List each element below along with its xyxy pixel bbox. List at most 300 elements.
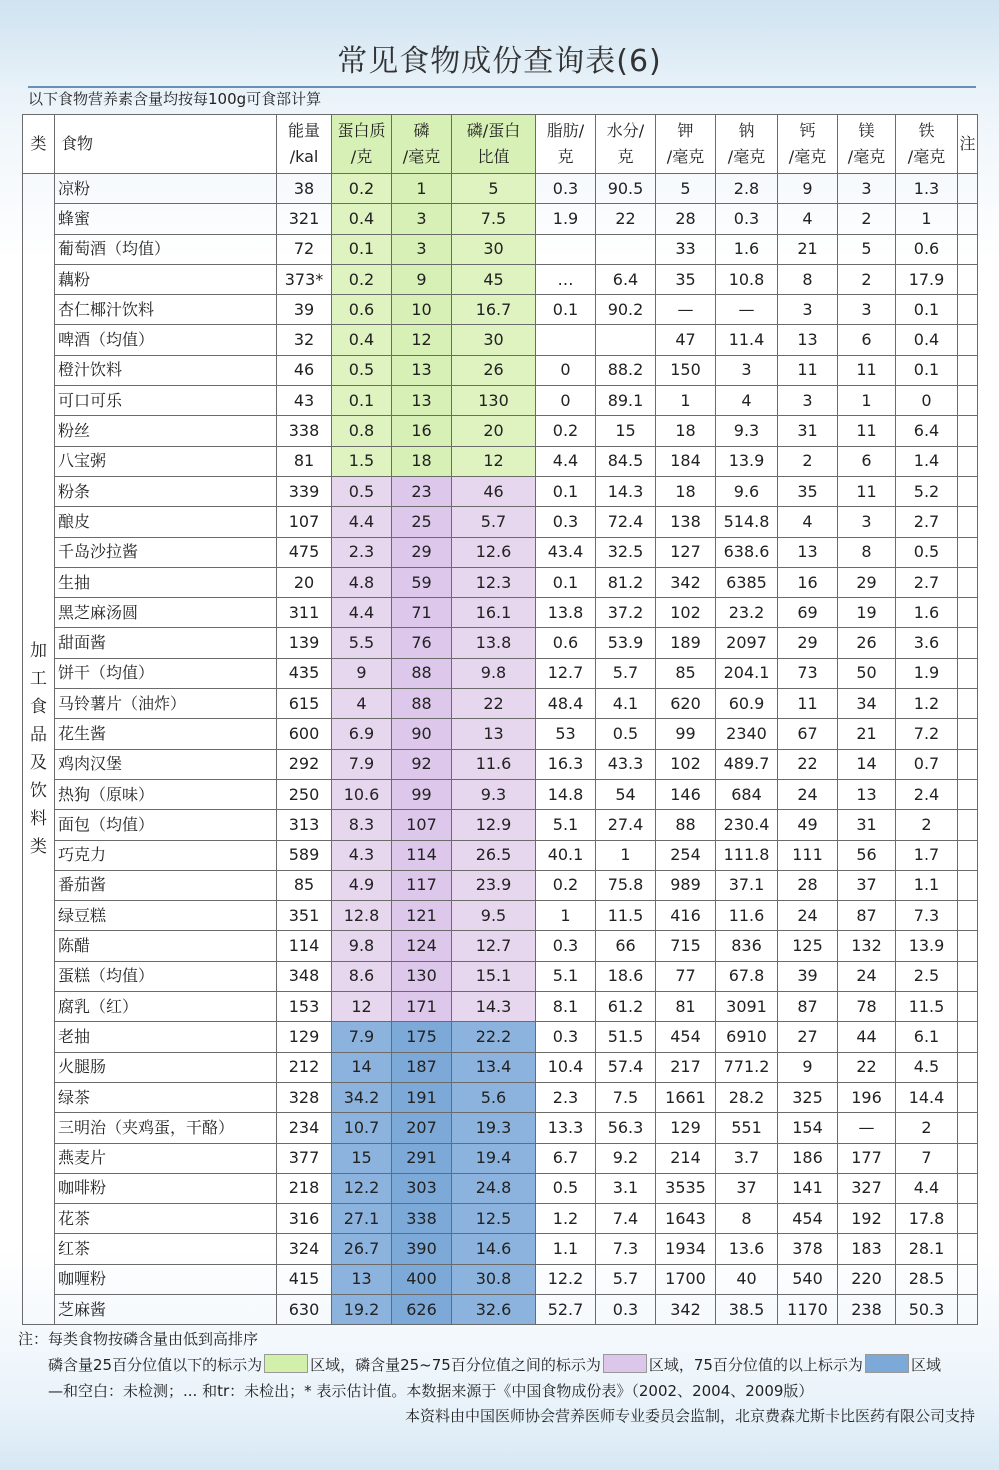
cell-k: 254: [656, 840, 716, 870]
cell-water: 0.3: [596, 1294, 656, 1324]
cell-water: 90.5: [596, 174, 656, 204]
cell-water: 57.4: [596, 1052, 656, 1082]
cell-ca: 28: [778, 870, 838, 900]
cell-ratio: 9.8: [452, 658, 536, 688]
cell-energy: 212: [277, 1052, 332, 1082]
cell-note: [958, 1204, 978, 1234]
cell-k: 620: [656, 689, 716, 719]
cell-ca: 11: [778, 355, 838, 385]
cell-k: 184: [656, 446, 716, 476]
cell-fe: 6.1: [896, 1022, 958, 1052]
food-name-cell: 绿豆糕: [55, 901, 277, 931]
cell-protein: 0.4: [332, 204, 392, 234]
cell-na: 3.7: [716, 1143, 778, 1173]
cell-note: [958, 749, 978, 779]
cell-na: 13.6: [716, 1234, 778, 1264]
cell-ratio: 45: [452, 264, 536, 294]
cell-protein: 10.6: [332, 779, 392, 809]
cell-phos: 171: [392, 992, 452, 1022]
cell-k: 5: [656, 174, 716, 204]
cell-fe: 2.5: [896, 961, 958, 991]
cell-k: 3535: [656, 1173, 716, 1203]
cell-na: 771.2: [716, 1052, 778, 1082]
cell-note: [958, 1113, 978, 1143]
cell-fe: 0.7: [896, 749, 958, 779]
cell-fat: 0.3: [536, 507, 596, 537]
green-zone-swatch: [264, 1354, 308, 1373]
food-name-cell: 面包（均值）: [55, 810, 277, 840]
table-row: [23, 1022, 978, 1052]
cell-na: 638.6: [716, 537, 778, 567]
cell-fat: 53: [536, 719, 596, 749]
food-name-cell: 蜂蜜: [55, 204, 277, 234]
cell-fat: 13.8: [536, 598, 596, 628]
cell-energy: 435: [277, 658, 332, 688]
table-body: [23, 174, 978, 1325]
cell-mg: 3: [838, 174, 896, 204]
cell-ca: 22: [778, 749, 838, 779]
cell-protein: 15: [332, 1143, 392, 1173]
table-row: [23, 1082, 978, 1112]
cell-protein: 27.1: [332, 1204, 392, 1234]
cell-ca: 9: [778, 1052, 838, 1082]
cell-energy: 129: [277, 1022, 332, 1052]
cell-phos: 175: [392, 1022, 452, 1052]
cell-protein: 6.9: [332, 719, 392, 749]
table-row: [23, 598, 978, 628]
cell-k: 88: [656, 810, 716, 840]
cell-note: [958, 507, 978, 537]
cell-fe: 2.7: [896, 507, 958, 537]
cell-water: 1: [596, 840, 656, 870]
cell-water: [596, 234, 656, 264]
cell-note: [958, 719, 978, 749]
cell-water: 66: [596, 931, 656, 961]
cell-fat: 13.3: [536, 1113, 596, 1143]
cell-mg: 11: [838, 355, 896, 385]
header-protein: 蛋白质 /克: [332, 115, 392, 174]
table-row: [23, 931, 978, 961]
cell-na: 230.4: [716, 810, 778, 840]
cell-note: [958, 264, 978, 294]
cell-energy: 316: [277, 1204, 332, 1234]
cell-na: 3: [716, 355, 778, 385]
cell-energy: 81: [277, 446, 332, 476]
cell-fat: 0.2: [536, 416, 596, 446]
cell-phos: 1: [392, 174, 452, 204]
cell-protein: 1.5: [332, 446, 392, 476]
food-name-cell: 番茄酱: [55, 870, 277, 900]
cell-note: [958, 901, 978, 931]
cell-mg: 14: [838, 749, 896, 779]
cell-phos: 121: [392, 901, 452, 931]
cell-fe: 0.4: [896, 325, 958, 355]
cell-water: 75.8: [596, 870, 656, 900]
cell-k: 214: [656, 1143, 716, 1173]
cell-protein: 4.9: [332, 870, 392, 900]
cell-mg: 6: [838, 325, 896, 355]
cell-fat: 1.9: [536, 204, 596, 234]
table-row: [23, 446, 978, 476]
food-name-cell: 啤酒（均值）: [55, 325, 277, 355]
food-name-cell: 杏仁椰汁饮料: [55, 295, 277, 325]
food-name-cell: 花茶: [55, 1204, 277, 1234]
cell-protein: 8.3: [332, 810, 392, 840]
cell-k: 81: [656, 992, 716, 1022]
cell-energy: 373*: [277, 264, 332, 294]
cell-energy: 328: [277, 1082, 332, 1112]
cell-k: 1643: [656, 1204, 716, 1234]
cell-energy: 46: [277, 355, 332, 385]
cell-phos: 13: [392, 355, 452, 385]
cell-mg: 238: [838, 1294, 896, 1324]
cell-k: 1934: [656, 1234, 716, 1264]
cell-na: 204.1: [716, 658, 778, 688]
cell-energy: 39: [277, 295, 332, 325]
cell-water: 54: [596, 779, 656, 809]
cell-ca: 24: [778, 901, 838, 931]
cell-na: 37.1: [716, 870, 778, 900]
cell-ratio: 46: [452, 476, 536, 506]
cell-k: 47: [656, 325, 716, 355]
cell-ratio: 30.8: [452, 1264, 536, 1294]
food-name-cell: 凉粉: [55, 174, 277, 204]
cell-water: 7.5: [596, 1082, 656, 1112]
food-name-cell: 三明治（夹鸡蛋，干酪）: [55, 1113, 277, 1143]
table-row: [23, 234, 978, 264]
table-row: [23, 719, 978, 749]
cell-protein: 4.8: [332, 567, 392, 597]
cell-na: 9.6: [716, 476, 778, 506]
cell-protein: 0.2: [332, 264, 392, 294]
cell-ca: 111: [778, 840, 838, 870]
cell-ratio: 19.4: [452, 1143, 536, 1173]
food-name-cell: 咖喱粉: [55, 1264, 277, 1294]
cell-ratio: 24.8: [452, 1173, 536, 1203]
cell-phos: 117: [392, 870, 452, 900]
cell-k: 715: [656, 931, 716, 961]
cell-protein: 4: [332, 689, 392, 719]
cell-na: 551: [716, 1113, 778, 1143]
cell-na: 514.8: [716, 507, 778, 537]
cell-ratio: 5.7: [452, 507, 536, 537]
cell-phos: 400: [392, 1264, 452, 1294]
cell-fe: 11.5: [896, 992, 958, 1022]
table-row: [23, 325, 978, 355]
cell-phos: 23: [392, 476, 452, 506]
cell-fat: [536, 325, 596, 355]
cell-water: 4.1: [596, 689, 656, 719]
cell-k: 102: [656, 749, 716, 779]
cell-ca: 13: [778, 325, 838, 355]
cell-na: 10.8: [716, 264, 778, 294]
cell-mg: 196: [838, 1082, 896, 1112]
cell-ca: 3: [778, 295, 838, 325]
cell-water: 5.7: [596, 658, 656, 688]
cell-fat: 6.7: [536, 1143, 596, 1173]
cell-protein: 9: [332, 658, 392, 688]
table-row: [23, 901, 978, 931]
cell-fat: 1: [536, 901, 596, 931]
cell-energy: 20: [277, 567, 332, 597]
cell-ratio: 12.3: [452, 567, 536, 597]
cell-na: 9.3: [716, 416, 778, 446]
cell-energy: 338: [277, 416, 332, 446]
cell-ca: 31: [778, 416, 838, 446]
food-name-cell: 咖啡粉: [55, 1173, 277, 1203]
cell-phos: 12: [392, 325, 452, 355]
cell-mg: 22: [838, 1052, 896, 1082]
cell-fat: 48.4: [536, 689, 596, 719]
cell-k: 85: [656, 658, 716, 688]
note-line-2: 磷含量25百分位值以下的标示为 区域，磷含量25~75百分位值之间的标示为 区域，75百分位值的以上标示为 区域: [48, 1356, 941, 1374]
cell-phos: 114: [392, 840, 452, 870]
cell-fe: 4.4: [896, 1173, 958, 1203]
cell-ca: 8: [778, 264, 838, 294]
food-name-cell: 橙汁饮料: [55, 355, 277, 385]
cell-ratio: 30: [452, 234, 536, 264]
cell-ca: 16: [778, 567, 838, 597]
cell-water: 84.5: [596, 446, 656, 476]
table-row: [23, 840, 978, 870]
cell-na: 2.8: [716, 174, 778, 204]
cell-water: 6.4: [596, 264, 656, 294]
table-row: [23, 961, 978, 991]
table-row: [23, 1204, 978, 1234]
cell-ca: 154: [778, 1113, 838, 1143]
cell-ratio: 22.2: [452, 1022, 536, 1052]
cell-phos: 626: [392, 1294, 452, 1324]
cell-mg: 29: [838, 567, 896, 597]
note-line-3: —和空白：未检测；... 和tr：未检出；* 表示估计值。本数据来源于《中国食物成份表》（2002、2004、2009版）: [48, 1382, 814, 1400]
cell-phos: 107: [392, 810, 452, 840]
cell-energy: 348: [277, 961, 332, 991]
food-table-container: [22, 114, 977, 1325]
cell-mg: 2: [838, 264, 896, 294]
cell-water: 53.9: [596, 628, 656, 658]
cell-protein: 34.2: [332, 1082, 392, 1112]
cell-energy: 415: [277, 1264, 332, 1294]
cell-ratio: 11.6: [452, 749, 536, 779]
cell-protein: 12: [332, 992, 392, 1022]
header-potassium: 钾 /毫克: [656, 115, 716, 174]
cell-fe: 0.1: [896, 355, 958, 385]
subtitle: 以下食物营养素含量均按每100g可食部计算: [28, 90, 322, 108]
cell-mg: 31: [838, 810, 896, 840]
cell-water: 7.3: [596, 1234, 656, 1264]
cell-protein: 26.7: [332, 1234, 392, 1264]
food-name-cell: 热狗（原味）: [55, 779, 277, 809]
cell-note: [958, 779, 978, 809]
cell-energy: 38: [277, 174, 332, 204]
cell-water: 11.5: [596, 901, 656, 931]
cell-fat: 8.1: [536, 992, 596, 1022]
cell-note: [958, 658, 978, 688]
cell-fat: 5.1: [536, 961, 596, 991]
cell-fat: 1.2: [536, 1204, 596, 1234]
cell-energy: 139: [277, 628, 332, 658]
cell-phos: 3: [392, 204, 452, 234]
cell-fe: 28.5: [896, 1264, 958, 1294]
cell-phos: 10: [392, 295, 452, 325]
cell-fe: 0: [896, 386, 958, 416]
cell-ratio: 26.5: [452, 840, 536, 870]
cell-fe: 17.9: [896, 264, 958, 294]
page-title: 常见食物成份查询表(6): [337, 44, 662, 79]
cell-k: 102: [656, 598, 716, 628]
cell-fe: 2: [896, 1113, 958, 1143]
cell-fe: 28.1: [896, 1234, 958, 1264]
cell-na: 4: [716, 386, 778, 416]
cell-energy: 321: [277, 204, 332, 234]
food-name-cell: 八宝粥: [55, 446, 277, 476]
cell-k: 28: [656, 204, 716, 234]
note-line-1: 注：每类食物按磷含量由低到高排序: [18, 1330, 259, 1348]
cell-protein: 4.4: [332, 507, 392, 537]
cell-protein: 8.6: [332, 961, 392, 991]
notes-section: [18, 1326, 983, 1404]
table-row: [23, 416, 978, 446]
cell-fe: 0.5: [896, 537, 958, 567]
cell-ca: 73: [778, 658, 838, 688]
cell-ratio: 5.6: [452, 1082, 536, 1112]
food-name-cell: 可口可乐: [55, 386, 277, 416]
cell-fe: 6.4: [896, 416, 958, 446]
cell-fe: 2: [896, 810, 958, 840]
cell-phos: 88: [392, 658, 452, 688]
cell-note: [958, 628, 978, 658]
cell-note: [958, 234, 978, 264]
cell-note: [958, 386, 978, 416]
cell-ratio: 12.5: [452, 1204, 536, 1234]
cell-water: 22: [596, 204, 656, 234]
cell-note: [958, 1052, 978, 1082]
cell-phos: 25: [392, 507, 452, 537]
cell-energy: 313: [277, 810, 332, 840]
cell-phos: 88: [392, 689, 452, 719]
cell-phos: 99: [392, 779, 452, 809]
food-name-cell: 陈醋: [55, 931, 277, 961]
category-cell: 加 工 食 品 及 饮 料 类: [23, 174, 55, 1325]
cell-protein: 0.4: [332, 325, 392, 355]
table-row: [23, 689, 978, 719]
cell-fat: 0.2: [536, 870, 596, 900]
cell-na: 28.2: [716, 1082, 778, 1112]
cell-k: 189: [656, 628, 716, 658]
cell-water: 37.2: [596, 598, 656, 628]
cell-energy: 351: [277, 901, 332, 931]
header-ratio: 磷/蛋白 比值: [452, 115, 536, 174]
cell-ca: 39: [778, 961, 838, 991]
table-row: [23, 779, 978, 809]
cell-fat: 5.1: [536, 810, 596, 840]
cell-k: 138: [656, 507, 716, 537]
cell-fat: 0.5: [536, 1173, 596, 1203]
cell-ca: 325: [778, 1082, 838, 1112]
cell-phos: 3: [392, 234, 452, 264]
cell-energy: 32: [277, 325, 332, 355]
cell-fat: 43.4: [536, 537, 596, 567]
cell-ca: 1170: [778, 1294, 838, 1324]
header-water: 水分/ 克: [596, 115, 656, 174]
cell-fe: 50.3: [896, 1294, 958, 1324]
cell-note: [958, 689, 978, 719]
cell-na: 684: [716, 779, 778, 809]
cell-energy: 589: [277, 840, 332, 870]
food-name-cell: 花生酱: [55, 719, 277, 749]
cell-mg: 1: [838, 386, 896, 416]
cell-energy: 234: [277, 1113, 332, 1143]
cell-ratio: 23.9: [452, 870, 536, 900]
table-row: [23, 749, 978, 779]
cell-fe: 7.3: [896, 901, 958, 931]
table-row: [23, 174, 978, 204]
cell-fe: 2.4: [896, 779, 958, 809]
cell-fat: 2.3: [536, 1082, 596, 1112]
blue-zone-swatch: [865, 1354, 909, 1373]
cell-protein: 0.1: [332, 386, 392, 416]
food-name-cell: 腐乳（红）: [55, 992, 277, 1022]
cell-k: 99: [656, 719, 716, 749]
cell-mg: 327: [838, 1173, 896, 1203]
cell-na: 38.5: [716, 1294, 778, 1324]
cell-energy: 107: [277, 507, 332, 537]
cell-protein: 0.6: [332, 295, 392, 325]
cell-k: 454: [656, 1022, 716, 1052]
cell-protein: 7.9: [332, 749, 392, 779]
cell-k: 150: [656, 355, 716, 385]
cell-fe: 3.6: [896, 628, 958, 658]
table-row: [23, 992, 978, 1022]
cell-fat: 1.1: [536, 1234, 596, 1264]
cell-ca: 21: [778, 234, 838, 264]
cell-water: 5.7: [596, 1264, 656, 1294]
cell-phos: 130: [392, 961, 452, 991]
cell-note: [958, 325, 978, 355]
table-row: [23, 567, 978, 597]
cell-k: 33: [656, 234, 716, 264]
food-name-cell: 鸡肉汉堡: [55, 749, 277, 779]
cell-protein: 0.5: [332, 476, 392, 506]
cell-fe: 1.6: [896, 598, 958, 628]
cell-fe: 1: [896, 204, 958, 234]
purple-zone-swatch: [603, 1354, 647, 1373]
cell-ratio: 20: [452, 416, 536, 446]
cell-protein: 4.3: [332, 840, 392, 870]
cell-water: 14.3: [596, 476, 656, 506]
cell-fat: 0.1: [536, 476, 596, 506]
cell-mg: 2: [838, 204, 896, 234]
cell-phos: 92: [392, 749, 452, 779]
table-row: [23, 1143, 978, 1173]
cell-mg: 50: [838, 658, 896, 688]
cell-energy: 114: [277, 931, 332, 961]
cell-water: 9.2: [596, 1143, 656, 1173]
cell-note: [958, 1082, 978, 1112]
cell-phos: 59: [392, 567, 452, 597]
cell-ca: 378: [778, 1234, 838, 1264]
cell-water: 81.2: [596, 567, 656, 597]
cell-fe: 2.7: [896, 567, 958, 597]
food-name-cell: 绿茶: [55, 1082, 277, 1112]
cell-k: 18: [656, 476, 716, 506]
cell-fe: 14.4: [896, 1082, 958, 1112]
cell-mg: 34: [838, 689, 896, 719]
cell-fat: 0.3: [536, 174, 596, 204]
table-row: [23, 1113, 978, 1143]
cell-fe: 1.7: [896, 840, 958, 870]
food-name-cell: 千岛沙拉酱: [55, 537, 277, 567]
